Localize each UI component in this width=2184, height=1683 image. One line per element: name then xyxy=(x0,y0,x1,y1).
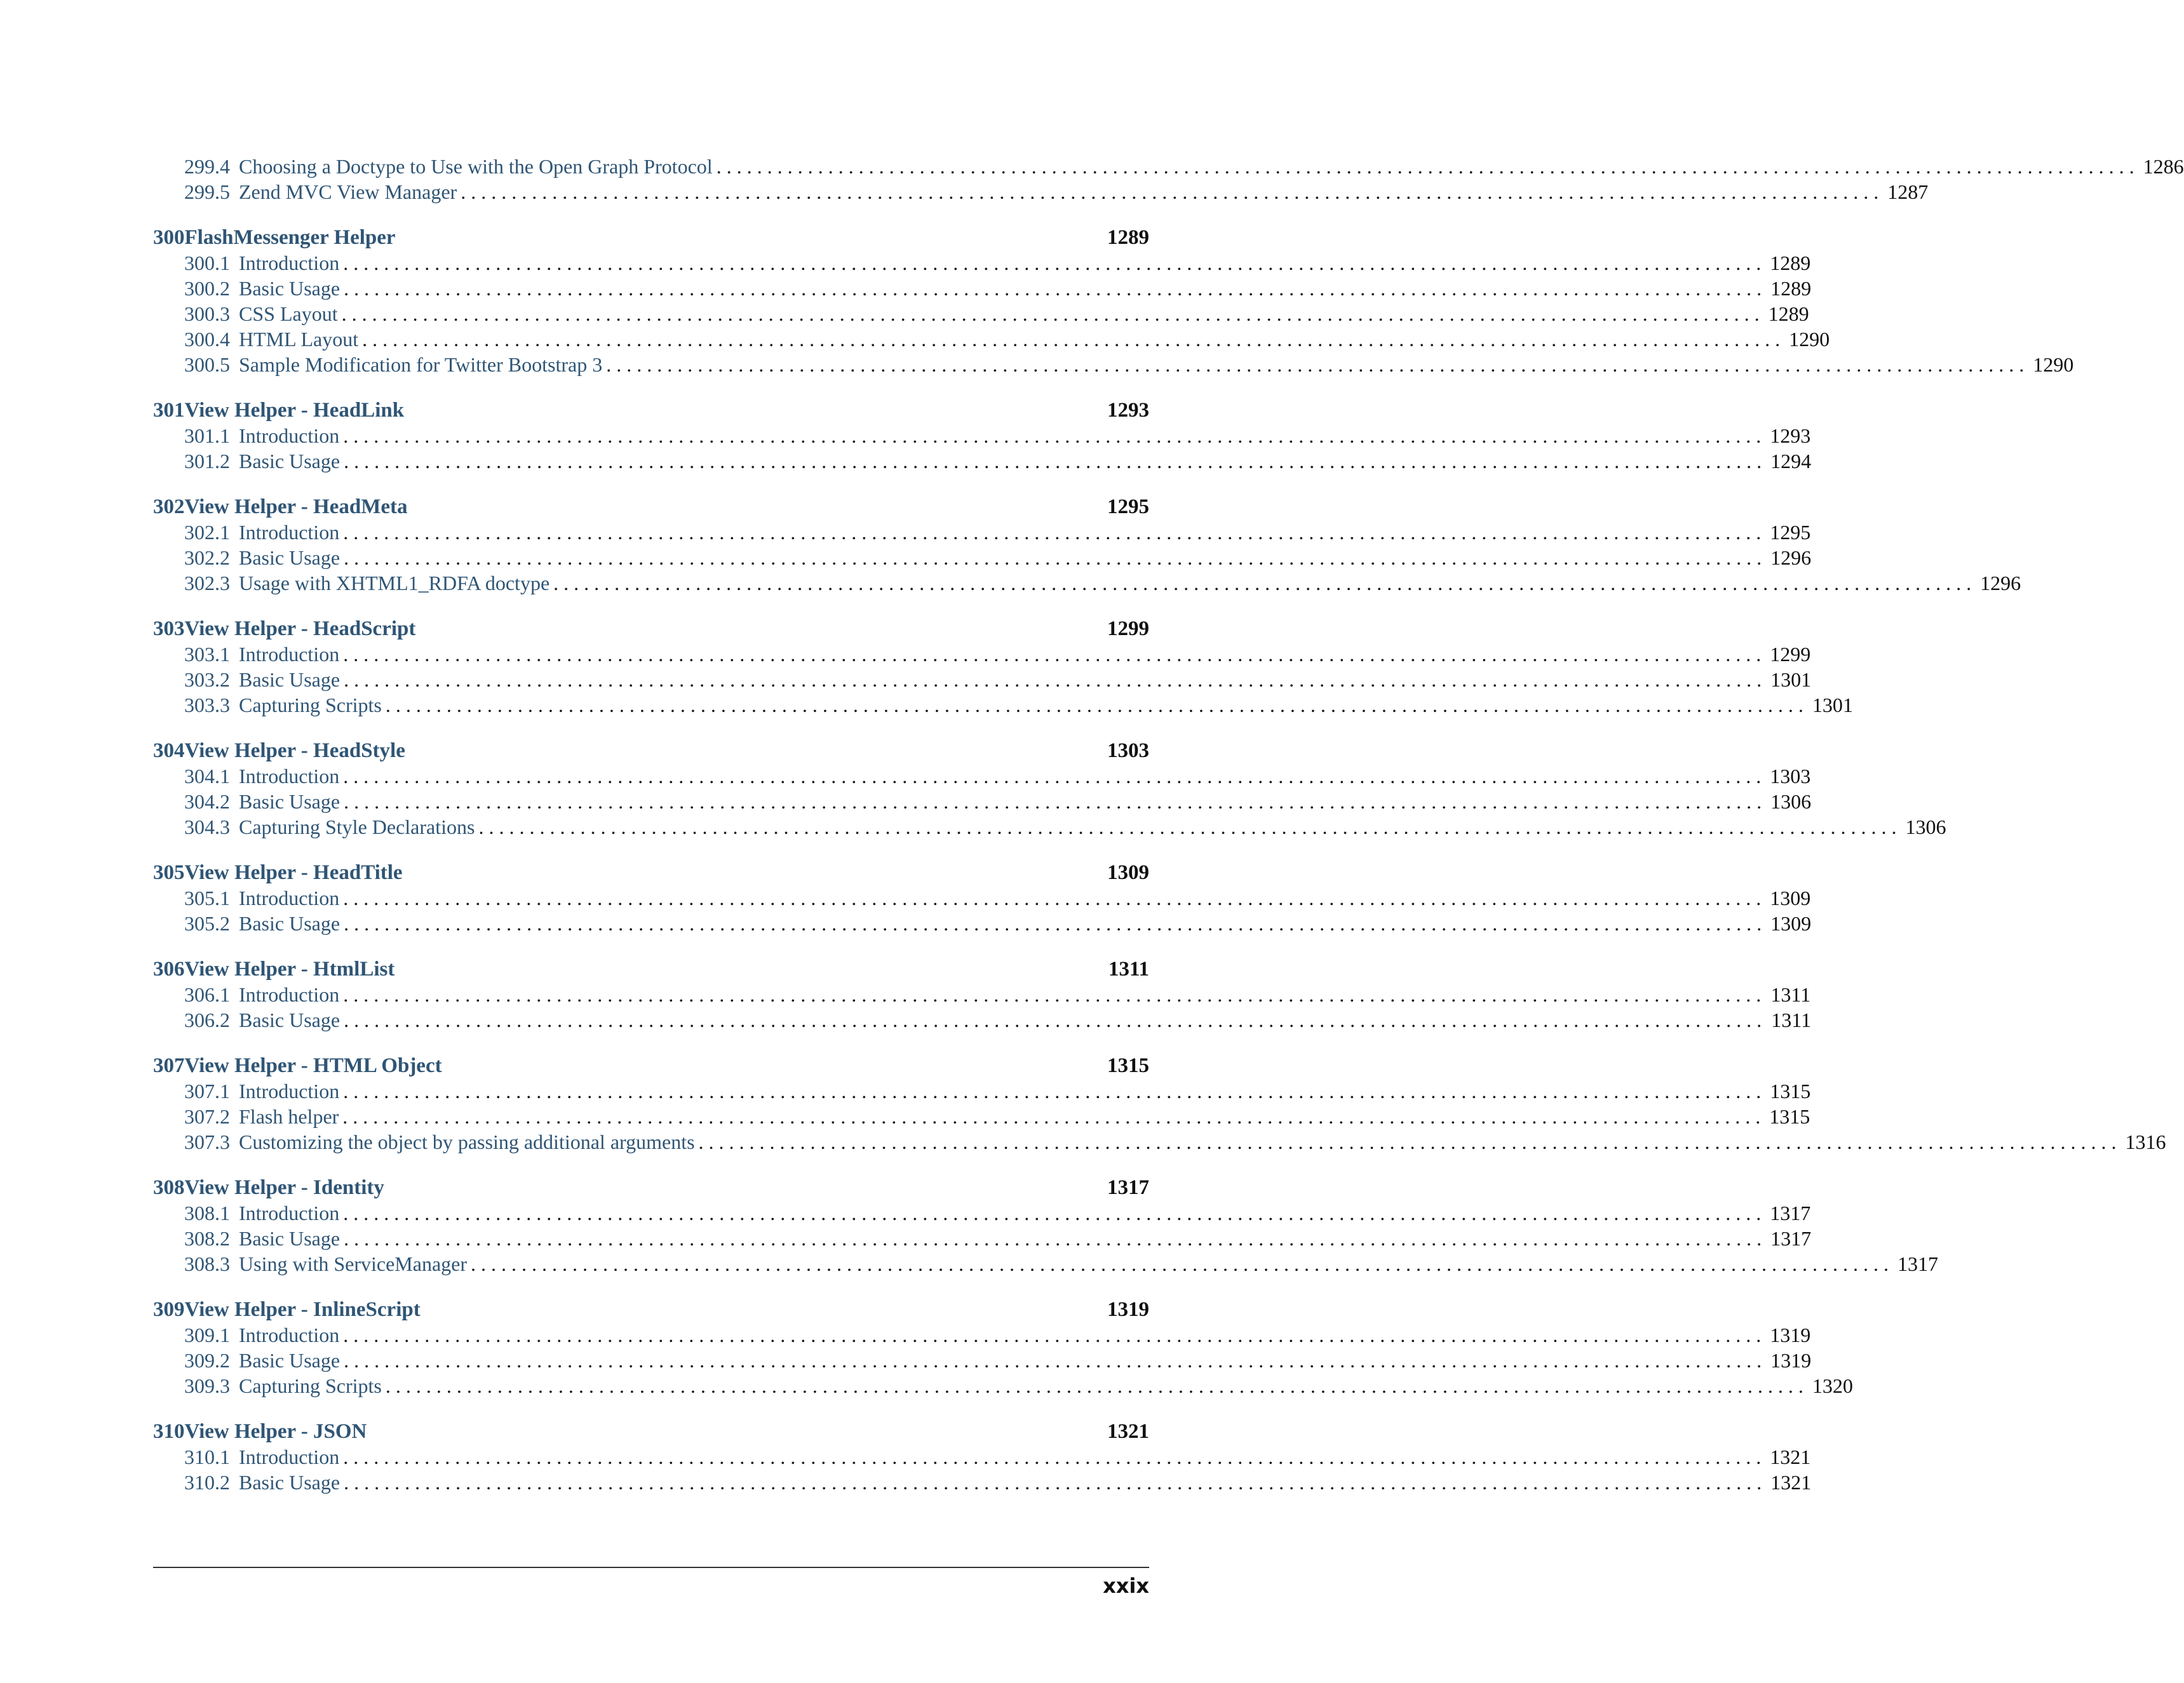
footer-rule xyxy=(153,1567,1149,1568)
toc-chapter-entry[interactable] xyxy=(153,494,1149,520)
dot-leader: . . . . . . . . . . . . . . . . . . . . . . . . . . . . . . . . . . . . . . . . . . . . . . . . . . . . . . . . . . . . . . . . . . . . . . . . . . . . . . . . . . . . . . . . . . . . . . . . . . . . . . . . . . . . . . . . . . . . . . . . . . . . . . . . . . . . . . . . . . . . xyxy=(343,887,1762,909)
dot-leader: . . . . . . . . . . . . . . . . . . . . . . . . . . . . . . . . . . . . . . . . . . . . . . . . . . . . . . . . . . . . . . . . . . . . . . . . . . . . . . . . . . . . . . . . . . . . . . . . . . . . . . . . . . . . . . . . . . . . . . . . . . . . . . . . . . . . . . . . . . . . xyxy=(385,1374,1803,1397)
toc-section-number: 310.2 xyxy=(184,1471,230,1494)
toc-section-entry[interactable] xyxy=(184,982,1811,1007)
toc-section-title: Choosing a Doctype to Use with the Open Graph Protocol xyxy=(239,155,713,178)
toc-section-entry[interactable] xyxy=(184,326,1830,352)
toc-section-title: Basic Usage xyxy=(239,1227,340,1250)
toc-section-number: 309.3 xyxy=(184,1374,230,1397)
dot-leader: . . . . . . . . . . . . . . . . . . . . . . . . . . . . . . . . . . . . . . . . . . . . . . . . . . . . . . . . . . . . . . . . . . . . . . . . . . . . . . . . . . . . . . . . . . . . . . . . . . . . . . . . . . . . . . . . . . . . . . . . . . . . . . . . . . . . . . . . . . . . xyxy=(478,815,1897,838)
toc-section-entry[interactable] xyxy=(184,1104,1810,1129)
toc-chapter-entry[interactable] xyxy=(153,398,1149,423)
dot-leader: . . . . . . . . . . . . . . . . . . . . . . . . . . . . . . . . . . . . . . . . . . . . . . . . . . . . . . . . . . . . . . . . . . . . . . . . . . . . . . . . . . . . . . . . . . . . . . . . . . . . . . . . . . . . . . . . . . . . . . . . . . . . . . . . . . . . . . . . . . . . xyxy=(471,1252,1889,1275)
toc-chapter-number: 300 xyxy=(153,226,185,249)
toc-section-entry[interactable] xyxy=(184,1322,1811,1348)
toc-chapter-title: FlashMessenger Helper xyxy=(184,226,396,249)
toc-section-entry[interactable] xyxy=(184,1200,1811,1226)
toc-section-number: 301.1 xyxy=(184,424,230,447)
page-number: xxix xyxy=(1103,1574,1149,1598)
toc-section-title: Introduction xyxy=(239,251,340,274)
toc-section-number: 301.2 xyxy=(184,450,230,473)
toc-section-title: Basic Usage xyxy=(239,1471,340,1494)
toc-section-page: 1295 xyxy=(1770,521,1811,544)
toc-section-page: 1319 xyxy=(1770,1349,1812,1372)
dot-leader: . . . . . . . . . . . . . . . . . . . . . . . . . . . . . . . . . . . . . . . . . . . . . . . . . . . . . . . . . . . . . . . . . . . . . . . . . . . . . . . . . . . . . . . . . . . . . . . . . . . . . . . . . . . . . . . . . . . . . . . . . . . . . . . . . . . . . . . . . . . . xyxy=(343,983,1762,1006)
toc-chapter-page: 1317 xyxy=(1107,1176,1149,1199)
toc-section-title: Capturing Scripts xyxy=(239,694,382,716)
toc-section-entry[interactable] xyxy=(184,641,1811,667)
toc-chapter-number: 304 xyxy=(153,739,185,762)
toc-section-page: 1299 xyxy=(1770,643,1811,666)
toc-section-title: Introduction xyxy=(239,983,340,1006)
toc-chapter-page: 1293 xyxy=(1107,399,1149,422)
toc-section-entry[interactable] xyxy=(184,763,1811,789)
toc-section-entry[interactable] xyxy=(184,1444,1811,1470)
toc-chapter-title: View Helper - InlineScript xyxy=(184,1298,421,1321)
toc-section-number: 310.1 xyxy=(184,1445,230,1468)
dot-leader: . . . . . . . . . . . . . . . . . . . . . . . . . . . . . . . . . . . . . . . . . . . . . . . . . . . . . . . . . . . . . . . . . . . . . . . . . . . . . . . . . . . . . . . . . . . . . . . . . . . . . . . . . . . . . . . . . . . . . . . . . . . . . . . . . . . . . . . . . . . . xyxy=(343,1080,1762,1103)
toc-section-entry[interactable] xyxy=(184,885,1811,911)
toc-chapter-page: 1309 xyxy=(1107,861,1149,884)
toc-section-number: 308.2 xyxy=(184,1227,230,1250)
toc-chapter-entry[interactable] xyxy=(153,1419,1149,1444)
toc-section-page: 1289 xyxy=(1770,251,1811,274)
toc-chapter-title: View Helper - HeadTitle xyxy=(184,861,403,884)
toc-section-entry[interactable] xyxy=(184,1251,1939,1277)
toc-section-entry[interactable] xyxy=(184,545,1812,570)
toc-section-number: 300.4 xyxy=(184,328,230,351)
toc-section-number: 300.2 xyxy=(184,277,230,300)
toc-section-entry[interactable] xyxy=(184,789,1812,814)
toc-chapter-entry[interactable] xyxy=(153,616,1149,641)
toc-section-page: 1309 xyxy=(1770,912,1812,935)
toc-chapter-title: View Helper - HTML Object xyxy=(184,1054,442,1077)
toc-section-page: 1290 xyxy=(1789,328,1830,351)
toc-section-number: 303.2 xyxy=(184,668,230,691)
toc-section-entry[interactable] xyxy=(184,570,2021,596)
toc-chapter-page: 1289 xyxy=(1107,226,1149,249)
toc-section-title: Basic Usage xyxy=(239,277,340,300)
toc-chapter-number: 306 xyxy=(153,958,185,981)
toc-section-page: 1287 xyxy=(1887,180,1929,203)
dot-leader: . . . . . . . . . . . . . . . . . . . . . . . . . . . . . . . . . . . . . . . . . . . . . . . . . . . . . . . . . . . . . . . . . . . . . . . . . . . . . . . . . . . . . . . . . . . . . . . . . . . . . . . . . . . . . . . . . . . . . . . . . . . . . . . . . . . . . . . . . . . . xyxy=(344,912,1762,935)
toc-chapter-title: View Helper - HeadScript xyxy=(184,617,416,640)
toc-section-number: 303.3 xyxy=(184,694,230,716)
toc-section-entry[interactable] xyxy=(184,1348,1812,1373)
toc-section-page: 1306 xyxy=(1905,815,1946,838)
toc-section-title: Basic Usage xyxy=(239,546,340,569)
toc-section-page: 1317 xyxy=(1770,1202,1811,1224)
dot-leader: . . . . . . . . . . . . . . . . . . . . . . . . . . . . . . . . . . . . . . . . . . . . . . . . . . . . . . . . . . . . . . . . . . . . . . . . . . . . . . . . . . . . . . . . . . . . . . . . . . . . . . . . . . . . . . . . . . . . . . . . . . . . . . . . . . . . . . . . . . . . xyxy=(344,1009,1762,1031)
toc-section-page: 1296 xyxy=(1770,546,1812,569)
dot-leader: . . . . . . . . . . . . . . . . . . . . . . . . . . . . . . . . . . . . . . . . . . . . . . . . . . . . . . . . . . . . . . . . . . . . . . . . . . . . . . . . . . . . . . . . . . . . . . . . . . . . . . . . . . . . . . . . . . . . . . . . . . . . . . . . . . . . . . . . . . . . xyxy=(343,1324,1762,1346)
toc-section-title: Flash helper xyxy=(239,1105,339,1128)
toc-section-page: 1301 xyxy=(1812,694,1853,716)
toc-section-entry[interactable] xyxy=(184,352,2074,377)
toc-section-title: HTML Layout xyxy=(239,328,359,351)
toc-chapter-page: 1321 xyxy=(1107,1420,1149,1443)
toc-section-number: 309.2 xyxy=(184,1349,230,1372)
toc-section-entry[interactable] xyxy=(184,1470,1812,1495)
toc-section-title: Zend MVC View Manager xyxy=(239,180,457,203)
dot-leader: . . . . . . . . . . . . . . . . . . . . . . . . . . . . . . . . . . . . . . . . . . . . . . . . . . . . . . . . . . . . . . . . . . . . . . . . . . . . . . . . . . . . . . . . . . . . . . . . . . . . . . . . . . . . . . . . . . . . . . . . . . . . . . . . . . . . . . . . . . . . xyxy=(344,450,1762,473)
toc-section-number: 299.5 xyxy=(184,180,230,203)
toc-section-page: 1311 xyxy=(1770,983,1811,1006)
toc-chapter-title: View Helper - HeadStyle xyxy=(184,739,405,762)
dot-leader: . . . . . . . . . . . . . . . . . . . . . . . . . . . . . . . . . . . . . . . . . . . . . . . . . . . . . . . . . . . . . . . . . . . . . . . . . . . . . . . . . . . . . . . . . . . . . . . . . . . . . . . . . . . . . . . . . . . . . . . . . . . . . . . . . . . . . . . . . . . . xyxy=(344,546,1762,569)
toc-section-entry[interactable] xyxy=(184,520,1811,545)
toc-section-title: Basic Usage xyxy=(239,912,340,935)
toc-section-title: Basic Usage xyxy=(239,790,340,813)
dot-leader: . . . . . . . . . . . . . . . . . . . . . . . . . . . . . . . . . . . . . . . . . . . . . . . . . . . . . . . . . . . . . . . . . . . . . . . . . . . . . . . . . . . . . . . . . . . . . . . . . . . . . . . . . . . . . . . . . . . . . . . . . . . . . . . . . . . . . . . . . . . . xyxy=(344,790,1762,813)
toc-section-title: Using with ServiceManager xyxy=(239,1252,468,1275)
toc-section-title: Capturing Scripts xyxy=(239,1374,382,1397)
toc-section-number: 300.1 xyxy=(184,251,230,274)
dot-leader: . . . . . . . . . . . . . . . . . . . . . . . . . . . . . . . . . . . . . . . . . . . . . . . . . . . . . . . . . . . . . . . . . . . . . . . . . . . . . . . . . . . . . . . . . . . . . . . . . . . . . . . . . . . . . . . . . . . . . . . . . . . . . . . . . . . . . . . . . . . . xyxy=(362,328,1781,351)
dot-leader: . . . . . . . . . . . . . . . . . . . . . . . . . . . . . . . . . . . . . . . . . . . . . . . . . . . . . . . . . . . . . . . . . . . . . . . . . . . . . . . . . . . . . . . . . . . . . . . . . . . . . . . . . . . . . . . . . . . . . . . . . . . . . . . . . . . . . . . . . . . . xyxy=(344,1349,1762,1372)
toc-chapter-page: 1319 xyxy=(1107,1298,1149,1321)
toc-section-page: 1311 xyxy=(1771,1009,1812,1031)
toc-section-number: 309.1 xyxy=(184,1324,230,1346)
toc-section-title: Introduction xyxy=(239,643,340,666)
toc-chapter-title: View Helper - JSON xyxy=(184,1420,367,1443)
toc-chapter-title: View Helper - Identity xyxy=(184,1176,384,1199)
toc-section-page: 1289 xyxy=(1770,277,1812,300)
toc-section-entry[interactable] xyxy=(184,667,1812,692)
toc-section-number: 304.1 xyxy=(184,765,230,788)
toc-chapter-page: 1295 xyxy=(1107,495,1149,518)
toc-section-page: 1321 xyxy=(1770,1471,1812,1494)
toc-section-number: 307.1 xyxy=(184,1080,230,1103)
toc-section-page: 1294 xyxy=(1770,450,1812,473)
toc-chapter-entry[interactable] xyxy=(153,1297,1149,1322)
toc-section-title: Introduction xyxy=(239,424,340,447)
toc-section-page: 1317 xyxy=(1770,1227,1812,1250)
dot-leader: . . . . . . . . . . . . . . . . . . . . . . . . . . . . . . . . . . . . . . . . . . . . . . . . . . . . . . . . . . . . . . . . . . . . . . . . . . . . . . . . . . . . . . . . . . . . . . . . . . . . . . . . . . . . . . . . . . . . . . . . . . . . . . . . . . . . . . . . . . . . xyxy=(606,353,2025,376)
toc-section-title: Introduction xyxy=(239,1080,340,1103)
dot-leader: . . . . . . . . . . . . . . . . . . . . . . . . . . . . . . . . . . . . . . . . . . . . . . . . . . . . . . . . . . . . . . . . . . . . . . . . . . . . . . . . . . . . . . . . . . . . . . . . . . . . . . . . . . . . . . . . . . . . . . . . . . . . . . . . . . . . . . . . . . . . xyxy=(343,1202,1762,1224)
toc-section-entry[interactable] xyxy=(184,692,1853,718)
dot-leader: . . . . . . . . . . . . . . . . . . . . . . . . . . . . . . . . . . . . . . . . . . . . . . . . . . . . . . . . . . . . . . . . . . . . . . . . . . . . . . . . . . . . . . . . . . . . . . . . . . . . . . . . . . . . . . . . . . . . . . . . . . . . . . . . . . . . . . . . . . . . xyxy=(716,155,2134,178)
toc-section-title: Capturing Style Declarations xyxy=(239,815,475,838)
dot-leader: . . . . . . . . . . . . . . . . . . . . . . . . . . . . . . . . . . . . . . . . . . . . . . . . . . . . . . . . . . . . . . . . . . . . . . . . . . . . . . . . . . . . . . . . . . . . . . . . . . . . . . . . . . . . . . . . . . . . . . . . . . . . . . . . . . . . . . . . . . . . xyxy=(343,1445,1762,1468)
toc-chapter-title: View Helper - HtmlList xyxy=(184,958,395,981)
toc-section-entry[interactable] xyxy=(184,1226,1812,1251)
toc-section-title: Basic Usage xyxy=(239,1009,340,1031)
toc-chapter-number: 305 xyxy=(153,861,185,884)
toc-chapter-entry[interactable] xyxy=(153,1175,1149,1200)
toc-section-title: Basic Usage xyxy=(239,1349,340,1372)
toc-section-number: 306.1 xyxy=(184,983,230,1006)
toc-section-title: Basic Usage xyxy=(239,450,340,473)
toc-chapter-entry[interactable] xyxy=(153,225,1149,250)
dot-leader: . . . . . . . . . . . . . . . . . . . . . . . . . . . . . . . . . . . . . . . . . . . . . . . . . . . . . . . . . . . . . . . . . . . . . . . . . . . . . . . . . . . . . . . . . . . . . . . . . . . . . . . . . . . . . . . . . . . . . . . . . . . . . . . . . . . . . . . . . . . . xyxy=(343,251,1762,274)
toc-section-entry[interactable] xyxy=(184,250,1811,276)
toc-section-page: 1320 xyxy=(1812,1374,1853,1397)
toc-section-number: 304.3 xyxy=(184,815,230,838)
toc-section-page: 1319 xyxy=(1770,1324,1811,1346)
toc-section-page: 1316 xyxy=(2125,1130,2166,1153)
toc-chapter-number: 301 xyxy=(153,399,185,422)
toc-section-page: 1317 xyxy=(1898,1252,1939,1275)
toc-section-number: 308.3 xyxy=(184,1252,230,1275)
toc-section-entry[interactable] xyxy=(184,814,1946,840)
toc-section-number: 304.2 xyxy=(184,790,230,813)
toc-chapter-number: 307 xyxy=(153,1054,185,1077)
toc-section-title: Introduction xyxy=(239,887,340,909)
toc-chapter-page: 1303 xyxy=(1107,739,1149,762)
toc-section-entry[interactable] xyxy=(184,911,1812,936)
toc-section-number: 307.2 xyxy=(184,1105,230,1128)
dot-leader: . . . . . . . . . . . . . . . . . . . . . . . . . . . . . . . . . . . . . . . . . . . . . . . . . . . . . . . . . . . . . . . . . . . . . . . . . . . . . . . . . . . . . . . . . . . . . . . . . . . . . . . . . . . . . . . . . . . . . . . . . . . . . . . . . . . . . . . . . . . . xyxy=(343,424,1762,447)
toc-chapter-title: View Helper - HeadMeta xyxy=(184,495,408,518)
dot-leader: . . . . . . . . . . . . . . . . . . . . . . . . . . . . . . . . . . . . . . . . . . . . . . . . . . . . . . . . . . . . . . . . . . . . . . . . . . . . . . . . . . . . . . . . . . . . . . . . . . . . . . . . . . . . . . . . . . . . . . . . . . . . . . . . . . . . . . . . . . . . xyxy=(344,277,1762,300)
toc-section-page: 1290 xyxy=(2033,353,2074,376)
dot-leader: . . . . . . . . . . . . . . . . . . . . . . . . . . . . . . . . . . . . . . . . . . . . . . . . . . . . . . . . . . . . . . . . . . . . . . . . . . . . . . . . . . . . . . . . . . . . . . . . . . . . . . . . . . . . . . . . . . . . . . . . . . . . . . . . . . . . . . . . . . . . xyxy=(461,180,1879,203)
toc-section-title: Introduction xyxy=(239,1445,340,1468)
dot-leader: . . . . . . . . . . . . . . . . . . . . . . . . . . . . . . . . . . . . . . . . . . . . . . . . . . . . . . . . . . . . . . . . . . . . . . . . . . . . . . . . . . . . . . . . . . . . . . . . . . . . . . . . . . . . . . . . . . . . . . . . . . . . . . . . . . . . . . . . . . . . xyxy=(344,1227,1762,1250)
toc-section-page: 1315 xyxy=(1770,1080,1811,1103)
toc-section-page: 1309 xyxy=(1770,887,1811,909)
toc-section-title: Sample Modification for Twitter Bootstrap 3 xyxy=(239,353,603,376)
toc-section-title: Customizing the object by passing additional arguments xyxy=(239,1130,695,1153)
toc-chapter-number: 308 xyxy=(153,1176,185,1199)
toc-section-number: 302.1 xyxy=(184,521,230,544)
toc-section-entry[interactable] xyxy=(184,1007,1812,1033)
toc-section-number: 306.2 xyxy=(184,1009,230,1031)
toc-section-page: 1286 xyxy=(2143,155,2184,178)
toc-section-page: 1301 xyxy=(1770,668,1812,691)
toc-chapter-page: 1311 xyxy=(1108,958,1149,981)
toc-section-page: 1293 xyxy=(1770,424,1811,447)
toc-section-number: 305.2 xyxy=(184,912,230,935)
dot-leader: . . . . . . . . . . . . . . . . . . . . . . . . . . . . . . . . . . . . . . . . . . . . . . . . . . . . . . . . . . . . . . . . . . . . . . . . . . . . . . . . . . . . . . . . . . . . . . . . . . . . . . . . . . . . . . . . . . . . . . . . . . . . . . . . . . . . . . . . . . . . xyxy=(698,1130,2117,1153)
toc-section-number: 300.5 xyxy=(184,353,230,376)
dot-leader: . . . . . . . . . . . . . . . . . . . . . . . . . . . . . . . . . . . . . . . . . . . . . . . . . . . . . . . . . . . . . . . . . . . . . . . . . . . . . . . . . . . . . . . . . . . . . . . . . . . . . . . . . . . . . . . . . . . . . . . . . . . . . . . . . . . . . . . . . . . . xyxy=(553,572,1972,594)
toc-section-number: 302.2 xyxy=(184,546,230,569)
toc-chapter-entry[interactable] xyxy=(153,956,1149,982)
toc-section-title: Usage with XHTML1_RDFA doctype xyxy=(239,572,550,594)
dot-leader: . . . . . . . . . . . . . . . . . . . . . . . . . . . . . . . . . . . . . . . . . . . . . . . . . . . . . . . . . . . . . . . . . . . . . . . . . . . . . . . . . . . . . . . . . . . . . . . . . . . . . . . . . . . . . . . . . . . . . . . . . . . . . . . . . . . . . . . . . . . . xyxy=(343,765,1762,788)
dot-leader: . . . . . . . . . . . . . . . . . . . . . . . . . . . . . . . . . . . . . . . . . . . . . . . . . . . . . . . . . . . . . . . . . . . . . . . . . . . . . . . . . . . . . . . . . . . . . . . . . . . . . . . . . . . . . . . . . . . . . . . . . . . . . . . . . . . . . . . . . . . . xyxy=(341,302,1760,325)
dot-leader: . . . . . . . . . . . . . . . . . . . . . . . . . . . . . . . . . . . . . . . . . . . . . . . . . . . . . . . . . . . . . . . . . . . . . . . . . . . . . . . . . . . . . . . . . . . . . . . . . . . . . . . . . . . . . . . . . . . . . . . . . . . . . . . . . . . . . . . . . . . . xyxy=(344,668,1762,691)
toc-section-page: 1303 xyxy=(1770,765,1811,788)
dot-leader: . . . . . . . . . . . . . . . . . . . . . . . . . . . . . . . . . . . . . . . . . . . . . . . . . . . . . . . . . . . . . . . . . . . . . . . . . . . . . . . . . . . . . . . . . . . . . . . . . . . . . . . . . . . . . . . . . . . . . . . . . . . . . . . . . . . . . . . . . . . . xyxy=(342,1105,1761,1128)
toc-section-entry[interactable] xyxy=(184,1373,1853,1398)
toc-chapter-entry[interactable] xyxy=(153,1053,1149,1078)
toc-section-number: 299.4 xyxy=(184,155,230,178)
toc-chapter-number: 310 xyxy=(153,1420,185,1443)
toc-section-page: 1296 xyxy=(1980,572,2021,594)
toc-chapter-entry[interactable] xyxy=(153,860,1149,885)
toc-section-entry[interactable] xyxy=(184,276,1812,301)
toc-chapter-title: View Helper - HeadLink xyxy=(184,399,405,422)
toc-chapter-page: 1299 xyxy=(1107,617,1149,640)
toc-section-number: 305.1 xyxy=(184,887,230,909)
toc-section-page: 1289 xyxy=(1768,302,1809,325)
toc-section-page: 1321 xyxy=(1770,1445,1811,1468)
toc-section-title: Introduction xyxy=(239,1324,340,1346)
toc-section-entry[interactable] xyxy=(184,179,1929,205)
toc-section-number: 303.1 xyxy=(184,643,230,666)
toc-section-entry[interactable] xyxy=(184,423,1811,448)
dot-leader: . . . . . . . . . . . . . . . . . . . . . . . . . . . . . . . . . . . . . . . . . . . . . . . . . . . . . . . . . . . . . . . . . . . . . . . . . . . . . . . . . . . . . . . . . . . . . . . . . . . . . . . . . . . . . . . . . . . . . . . . . . . . . . . . . . . . . . . . . . . . xyxy=(344,1471,1762,1494)
toc-section-page: 1315 xyxy=(1769,1105,1810,1128)
toc-chapter-number: 309 xyxy=(153,1298,185,1321)
toc-section-title: Basic Usage xyxy=(239,668,340,691)
toc-chapter-entry[interactable] xyxy=(153,738,1149,763)
toc-chapter-page: 1315 xyxy=(1107,1054,1149,1077)
dot-leader: . . . . . . . . . . . . . . . . . . . . . . . . . . . . . . . . . . . . . . . . . . . . . . . . . . . . . . . . . . . . . . . . . . . . . . . . . . . . . . . . . . . . . . . . . . . . . . . . . . . . . . . . . . . . . . . . . . . . . . . . . . . . . . . . . . . . . . . . . . . . xyxy=(343,521,1762,544)
toc-section-number: 307.3 xyxy=(184,1130,230,1153)
toc-section-title: Introduction xyxy=(239,1202,340,1224)
toc-section-entry[interactable] xyxy=(184,1078,1811,1104)
toc-chapter-number: 303 xyxy=(153,617,185,640)
toc-section-entry[interactable] xyxy=(184,448,1812,474)
toc-section-number: 308.1 xyxy=(184,1202,230,1224)
toc-section-entry[interactable] xyxy=(184,154,2184,179)
toc-section-title: Introduction xyxy=(239,765,340,788)
dot-leader: . . . . . . . . . . . . . . . . . . . . . . . . . . . . . . . . . . . . . . . . . . . . . . . . . . . . . . . . . . . . . . . . . . . . . . . . . . . . . . . . . . . . . . . . . . . . . . . . . . . . . . . . . . . . . . . . . . . . . . . . . . . . . . . . . . . . . . . . . . . . xyxy=(385,694,1803,716)
toc-section-title: Introduction xyxy=(239,521,340,544)
toc-section-number: 300.3 xyxy=(184,302,230,325)
toc-section-entry[interactable] xyxy=(184,301,1809,326)
toc-chapter-number: 302 xyxy=(153,495,185,518)
toc-section-entry[interactable] xyxy=(184,1129,2166,1155)
toc-section-page: 1306 xyxy=(1770,790,1812,813)
toc-section-number: 302.3 xyxy=(184,572,230,594)
toc-section-title: CSS Layout xyxy=(239,302,338,325)
dot-leader: . . . . . . . . . . . . . . . . . . . . . . . . . . . . . . . . . . . . . . . . . . . . . . . . . . . . . . . . . . . . . . . . . . . . . . . . . . . . . . . . . . . . . . . . . . . . . . . . . . . . . . . . . . . . . . . . . . . . . . . . . . . . . . . . . . . . . . . . . . . . xyxy=(343,643,1762,666)
